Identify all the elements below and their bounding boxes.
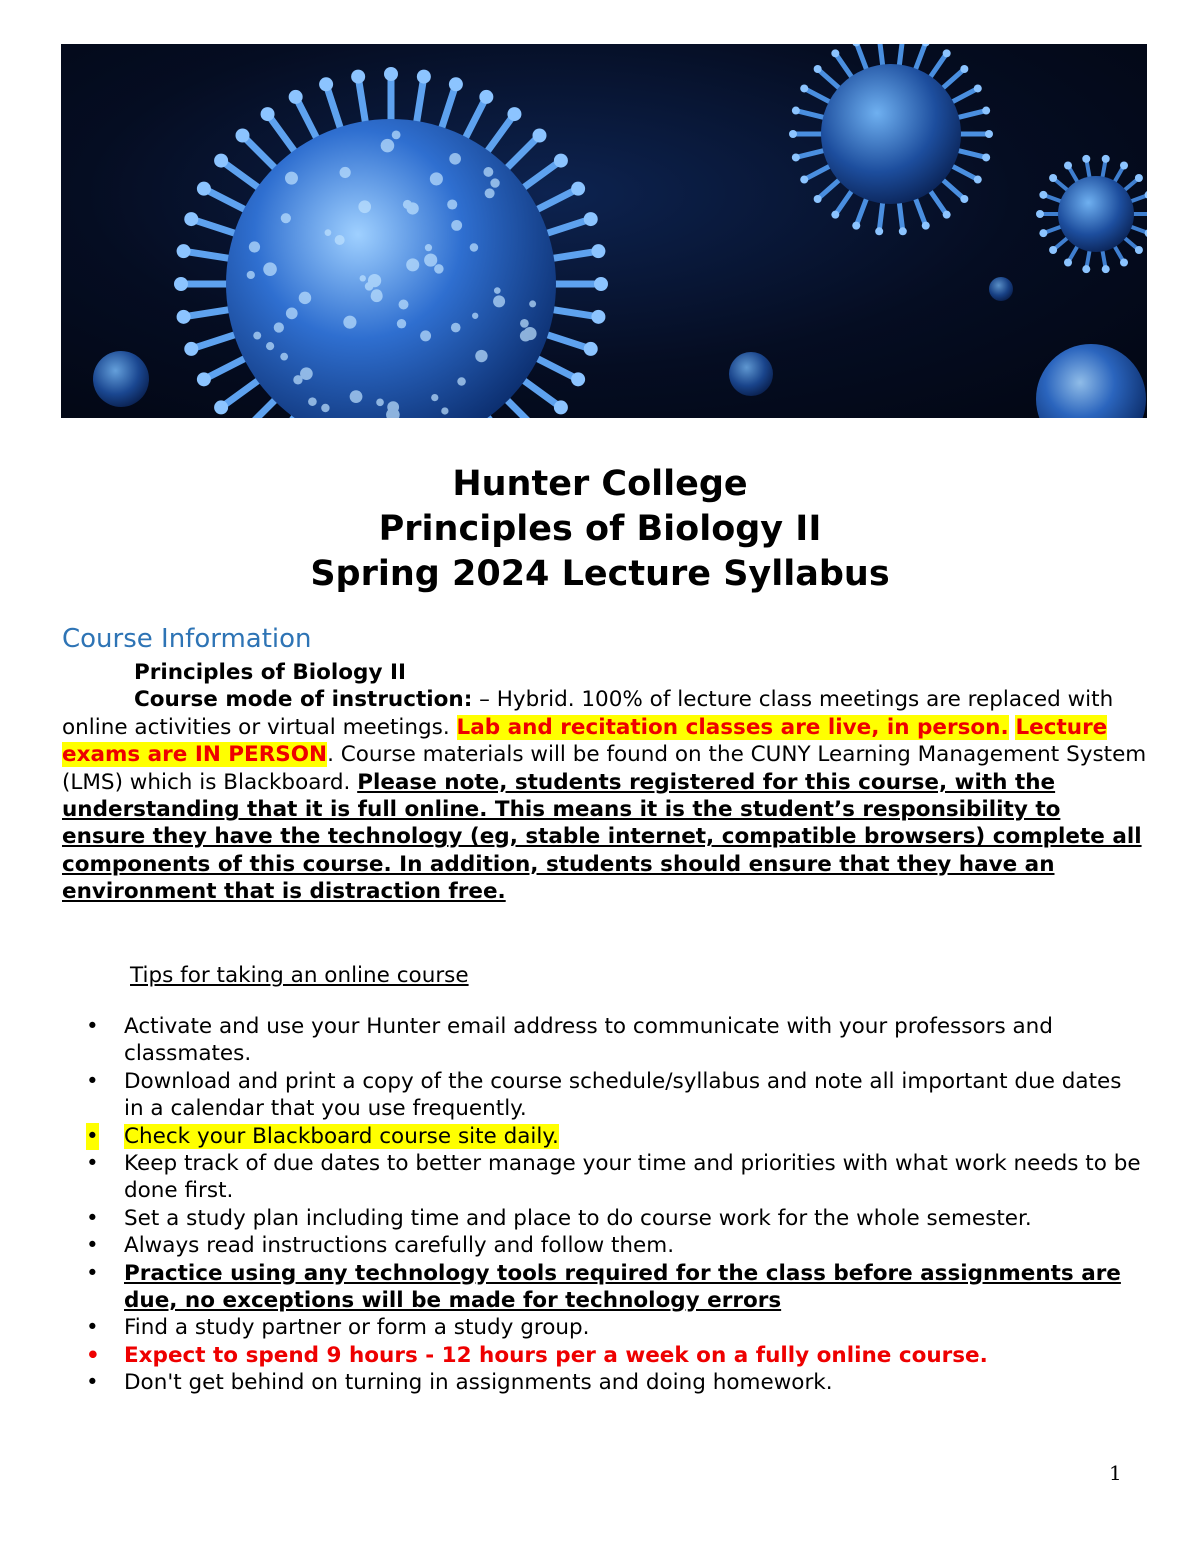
course-title: Principles of Biology II bbox=[378, 509, 822, 549]
tip-text: Keep track of due dates to better manage your time and priorities with what work needs to be done first. bbox=[124, 1151, 1141, 1204]
tip-text: Always read instructions carefully and follow them. bbox=[124, 1233, 675, 1259]
please-note-text: Please note, students registered for this course, with the understanding that it is full online. This means it is the student’s responsibility to ensure they have the technology (eg, stable internet, compatible browsers) complete all components of this course. In addition, students should ensure that they have an environment that is distraction free. bbox=[62, 769, 1142, 905]
list-item bbox=[62, 1260, 1147, 1315]
bullet-icon: • bbox=[86, 1342, 100, 1368]
college-name: Hunter College bbox=[452, 464, 748, 504]
tip-text: Activate and use your Hunter email address to communicate with your professors and classmates. bbox=[124, 1014, 1053, 1067]
banner-image bbox=[61, 44, 1147, 418]
course-name: Principles of Biology II bbox=[134, 660, 406, 685]
tip-text: Download and print a copy of the course schedule/syllabus and note all important due dates in a calendar that you use frequently. bbox=[124, 1068, 1122, 1122]
highlight-exams-in-person: Lecture exams are IN PERSON bbox=[62, 714, 1108, 768]
tip-text: Don't get behind on turning in assignments and doing homework. bbox=[124, 1370, 833, 1396]
mode-text-1: – Hybrid. 100% of lecture class meetings are replaced with online activities or virtual meetings. bbox=[62, 687, 1114, 740]
tip-text: Practice using any technology tools required for the class before assignments are due, no exceptions will be made for technology errors bbox=[124, 1260, 1121, 1314]
virus-image bbox=[61, 44, 1147, 418]
bullet-icon: • bbox=[86, 1068, 99, 1094]
tips-list bbox=[62, 1013, 1147, 1397]
mode-text-2: . Course materials will be found on the CUNY Learning Management System (LMS) which is Blackboard. bbox=[62, 742, 1147, 795]
syllabus-title: Spring 2024 Lecture Syllabus bbox=[310, 554, 890, 594]
tips-heading: Tips for taking an online course bbox=[130, 963, 469, 988]
course-mode-paragraph bbox=[62, 686, 1147, 905]
list-item bbox=[62, 1123, 1147, 1150]
highlight-lab-live: Lab and recitation classes are live, in person. bbox=[456, 714, 1009, 740]
bullet-icon: • bbox=[86, 1123, 99, 1149]
document-title bbox=[0, 462, 1200, 597]
tip-text: Find a study partner or form a study group. bbox=[124, 1315, 590, 1341]
bullet-icon: • bbox=[86, 1260, 99, 1286]
bullet-icon: • bbox=[86, 1315, 99, 1341]
list-item bbox=[62, 1150, 1147, 1205]
list-item bbox=[62, 1342, 1147, 1369]
bullet-icon: • bbox=[86, 1014, 99, 1039]
list-item bbox=[62, 1013, 1147, 1068]
list-item bbox=[62, 1314, 1147, 1341]
bullet-icon: • bbox=[86, 1205, 99, 1231]
page-number: 1 bbox=[1109, 1461, 1122, 1485]
list-item bbox=[62, 1232, 1147, 1259]
bullet-icon: • bbox=[86, 1233, 99, 1259]
course-information-body bbox=[62, 659, 1147, 906]
section-heading-course-information: Course Information bbox=[62, 624, 312, 654]
list-item bbox=[62, 1205, 1147, 1232]
list-item bbox=[62, 1369, 1147, 1396]
tip-text: Check your Blackboard course site daily. bbox=[124, 1123, 559, 1149]
tip-text: Set a study plan including time and place to do course work for the whole semester. bbox=[124, 1205, 1032, 1231]
list-item bbox=[62, 1068, 1147, 1123]
bullet-icon: • bbox=[86, 1370, 99, 1396]
mode-label: Course mode of instruction: bbox=[134, 687, 473, 713]
bullet-icon: • bbox=[86, 1151, 99, 1177]
tip-text: Expect to spend 9 hours - 12 hours per a week on a fully online course. bbox=[124, 1342, 988, 1368]
